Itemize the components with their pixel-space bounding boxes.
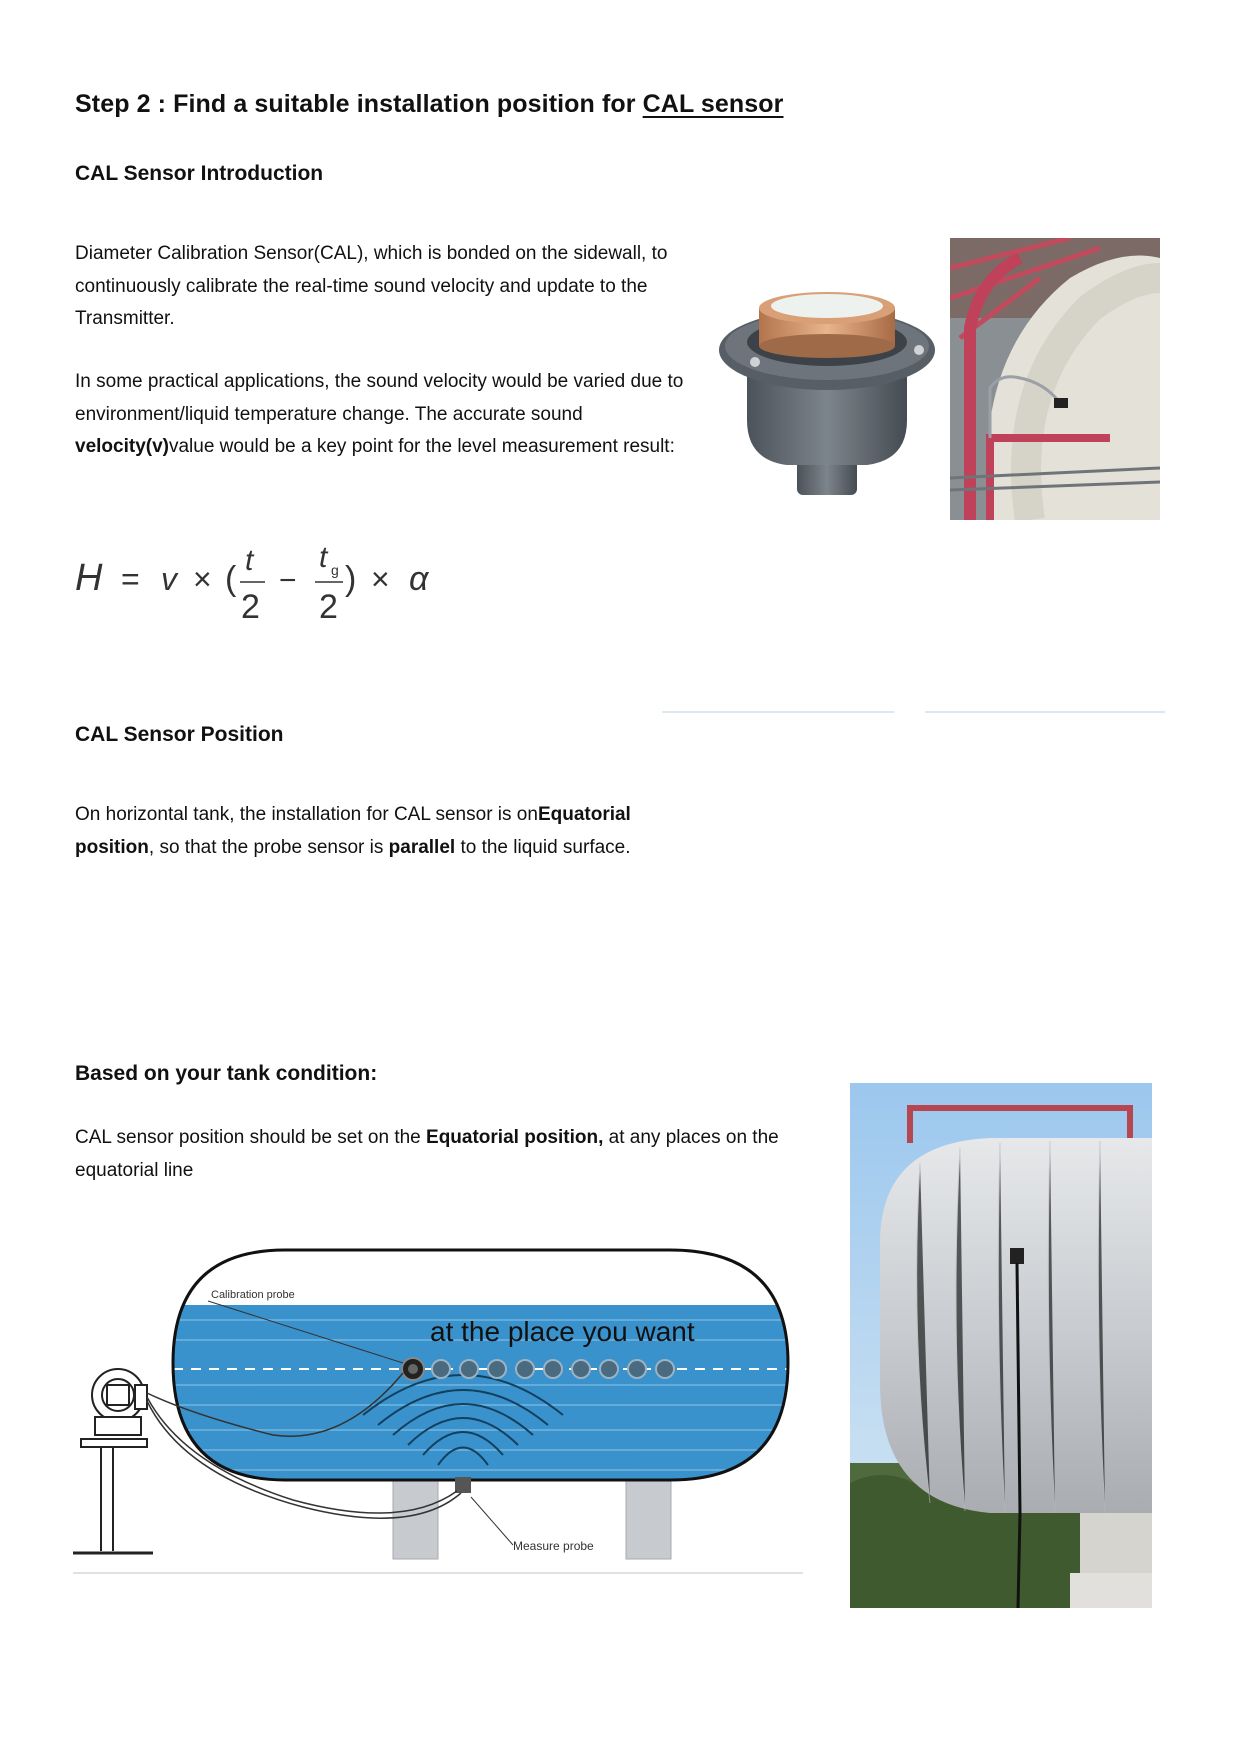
position-paragraph <box>75 799 635 864</box>
formula-times-2: × <box>371 561 390 597</box>
transmitter <box>73 1369 153 1553</box>
formula-g-sub: g <box>331 562 339 578</box>
measure-probe-label: Measure probe <box>513 1539 594 1553</box>
formula-lparen: ( <box>225 560 237 598</box>
tank-leg-right <box>626 1477 671 1559</box>
place-you-want-label: at the place you want <box>430 1316 695 1347</box>
velocity-term: velocity(v) <box>75 436 169 457</box>
position-text-c: , so that the probe sensor is <box>148 836 389 858</box>
position-text-a: On horizontal tank, the installation for CAL sensor is on <box>75 804 538 825</box>
tank-diagram <box>73 1245 803 1575</box>
formula-rparen: ) <box>345 560 357 598</box>
condition-paragraph <box>75 1122 815 1187</box>
intro-heading: CAL Sensor Introduction <box>75 162 324 185</box>
formula-minus: − <box>279 564 297 597</box>
intro-paragraph-1: Diameter Calibration Sensor(CAL), which is bonded on the sidewall, to continuously calibrate the real-time sound velocity and update to the Transmitter. <box>75 243 668 329</box>
parallel-term: parallel <box>388 836 456 858</box>
formula-times-1: × <box>193 561 212 597</box>
installed-sensor-photo <box>950 238 1160 520</box>
formula-v: v <box>161 561 177 597</box>
intro-paragraph-2 <box>75 366 695 464</box>
divider-line-right <box>925 711 1165 713</box>
measure-probe <box>455 1477 471 1493</box>
formula-tg: t <box>319 541 328 574</box>
calibration-probe-label: Calibration probe <box>211 1289 295 1301</box>
formula-H: H <box>75 557 103 599</box>
intro-p2-text: In some practical applications, the sound velocity would be varied due to environment/liquid temperature change. The accurate sound <box>75 371 684 425</box>
formula-alpha: α <box>409 560 429 598</box>
condition-text-a: CAL sensor position should be set on the <box>75 1127 427 1148</box>
condition-heading: Based on your tank condition: <box>75 1062 378 1085</box>
cal-sensor-photo <box>717 280 940 505</box>
intro-p2-tail: value would be a key point for the level measurement result: <box>168 436 675 457</box>
position-text-e: to the liquid surface. <box>455 836 631 858</box>
equatorial-term: Equatorial position <box>75 804 631 858</box>
step-title <box>75 90 784 119</box>
level-formula <box>75 540 455 630</box>
cal-sensor-link[interactable]: CAL sensor <box>642 90 784 118</box>
position-heading: CAL Sensor Position <box>75 723 284 746</box>
equatorial-position-term: Equatorial position, <box>426 1127 604 1148</box>
condition-text-c: at any places on the equatorial line <box>75 1127 779 1181</box>
formula-two-1: 2 <box>241 588 260 626</box>
tank-photo <box>850 1083 1152 1608</box>
formula-equals: = <box>121 561 140 597</box>
divider-line-left <box>662 711 894 713</box>
step-title-text: Step 2 : Find a suitable installation position for <box>75 90 643 118</box>
formula-t: t <box>245 544 254 577</box>
formula-two-2: 2 <box>319 588 338 626</box>
